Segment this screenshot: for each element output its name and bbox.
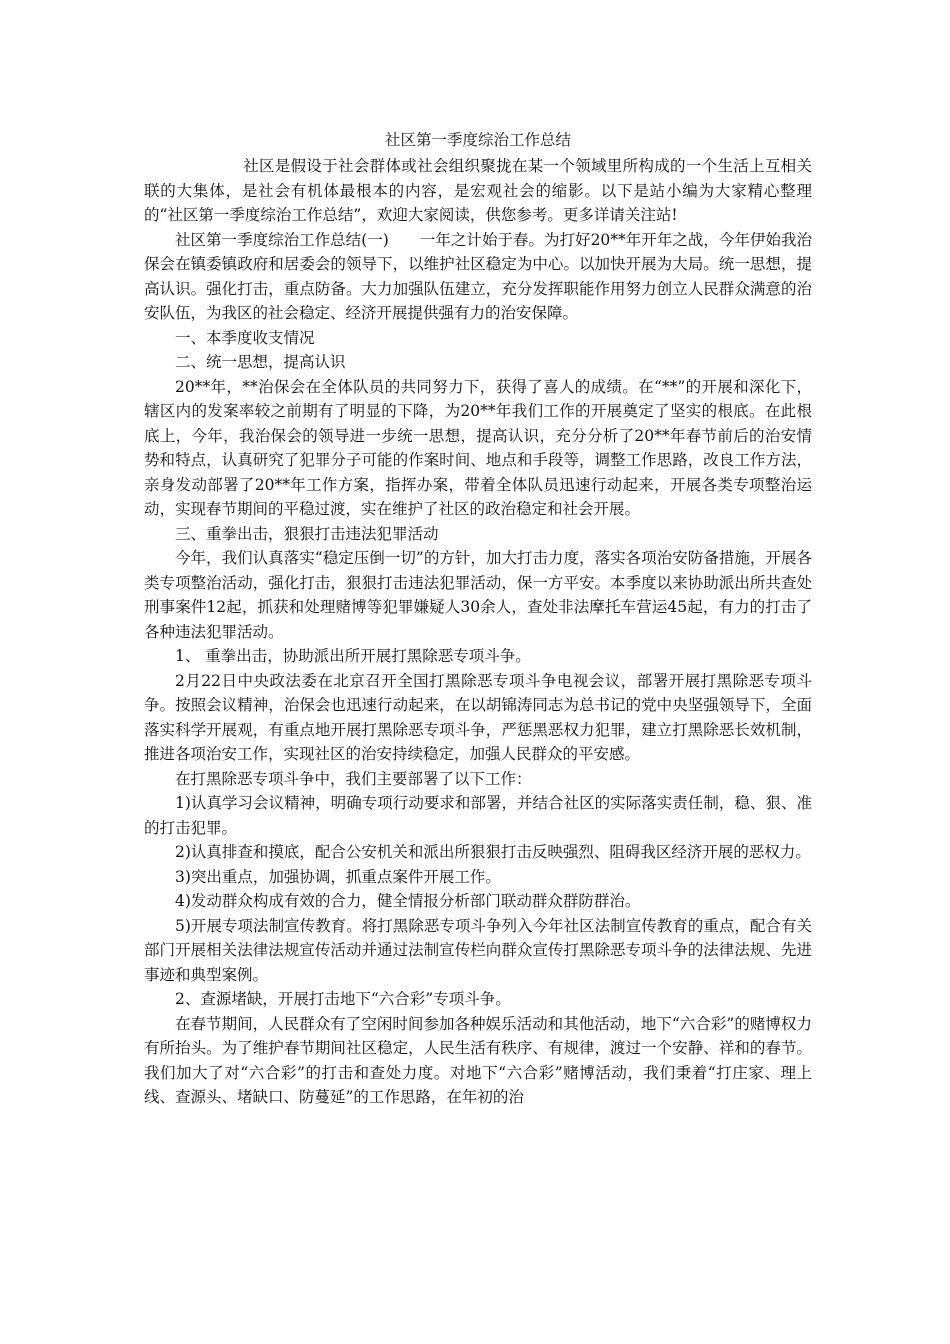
- section-heading-1: 一、本季度收支情况: [175, 328, 315, 347]
- document-body: [144, 128, 812, 1110]
- list-item: 3)突出重点，加强协调，抓重点案件开展工作。: [175, 867, 501, 886]
- document-title: 社区第一季度综治工作总结: [384, 131, 571, 149]
- paragraph: 在打黑除恶专项斗争中，我们主要部署了以下工作：: [175, 769, 532, 788]
- list-item: 2)认真排查和摸底，配合公安机关和派出所狠狠打击反映强烈、阻碍我区经济开展的恶权力。: [175, 843, 811, 861]
- paragraph-summary-1: 社区第一季度综治工作总结(一) 一年之计始于春。为打好20**年开年之战，今年伊始我治保会在镇委镇政府和居委会的领导下，以维护社区稳定为中心。以加快开展为大局。统一思想，提高认识。强化打击，重点防备。大力加强队伍建立，充分发挥职能作用努力创立人民群众满意的治安队伍，为我区的社会稳定、经济开展提供强有力的治安保障。: [144, 230, 812, 322]
- paragraph: 今年，我们认真落实“稳定压倒一切”的方针，加大打击力度，落实各项治安防备措施，开展各类专项整治活动，强化打击，狠狠打击违法犯罪活动，保一方平安。本季度以来协助派出所共查处刑事案件12起，抓获和处理赌博等犯罪嫌疑人30余人，查处非法摩托车营运45起，有力的打击了各种违法犯罪活动。: [144, 549, 812, 641]
- list-item: 4)发动群众构成有效的合力，健全情报分析部门联动群众群防群治。: [175, 892, 641, 910]
- paragraph: 20**年，**治保会在全体队员的共同努力下，获得了喜人的成绩。在“**”的开展和深化下，辖区内的发案率较之前期有了明显的下降，为20**年我们工作的开展奠定了坚实的根底。在此根底上，今年，我治保会的领导进一步统一思想，提高认识，充分分析了20**年春节前后的治安情势和特点，认真研究了犯罪分子可能的作案时间、地点和手段等，调整工作思路，改良工作方法，亲身发动部署了20**年工作方案，指挥办案，带着全体队员迅速行动起来，开展各类专项整治运动，实现春节期间的平稳过渡，实在维护了社区的政治稳定和社会开展。: [144, 377, 812, 518]
- subsection-heading-2: 2、查源堵缺，开展打击地下“六合彩”专项斗争。: [175, 990, 511, 1008]
- list-item: 1)认真学习会议精神，明确专项行动要求和部署，并结合社区的实际落实责任制，稳、狠、准的打击犯罪。: [144, 794, 812, 837]
- subsection-heading-1: 1、 重拳出击，协助派出所开展打黑除恶专项斗争。: [175, 647, 531, 665]
- section-heading-2: 二、统一思想，提高认识: [175, 353, 346, 371]
- list-item: 5)开展专项法制宣传教育。将打黑除恶专项斗争列入今年社区法制宣传教育的重点，配合有关部门开展相关法律法规宣传活动并通过法制宣传栏向群众宣传打黑除恶专项斗争的法律法规、先进事迹和典型案例。: [144, 916, 812, 984]
- paragraph: 在春节期间，人民群众有了空闲时间参加各种娱乐活动和其他活动，地下“六合彩”的赌博权力有所抬头。为了维护春节期间社区稳定，人民生活有秩序、有规律，渡过一个安静、祥和的春节。我们加大了对“六合彩”的打击和查处力度。对地下“六合彩”赌博活动，我们秉着“打庄家、理上线、查源头、堵缺口、防蔓延”的工作思路，在年初的治: [144, 1014, 812, 1106]
- paragraph-intro: 社区是假设于社会群体或社会组织聚拢在某一个领域里所构成的一个生活上互相关联的大集体，是社会有机体最根本的内容，是宏观社会的缩影。以下是站小编为大家精心整理的“社区第一季度综治工作总结”，欢迎大家阅读，供您参考。更多详请关注站!: [144, 157, 812, 224]
- paragraph: 2月22日中央政法委在北京召开全国打黑除恶专项斗争电视会议，部署开展打黑除恶专项斗争。按照会议精神，治保会也迅速行动起来，在以胡锦涛同志为总书记的党中央坚强领导下，全面落实科学开展观，有重点地开展打黑除恶专项斗争，严惩黑恶权力犯罪，建立打黑除恶长效机制，推进各项治安工作，实现社区的治安持续稳定，加强人民群众的平安感。: [144, 671, 812, 763]
- section-heading-3: 三、重拳出击，狠狠打击违法犯罪活动: [175, 524, 439, 543]
